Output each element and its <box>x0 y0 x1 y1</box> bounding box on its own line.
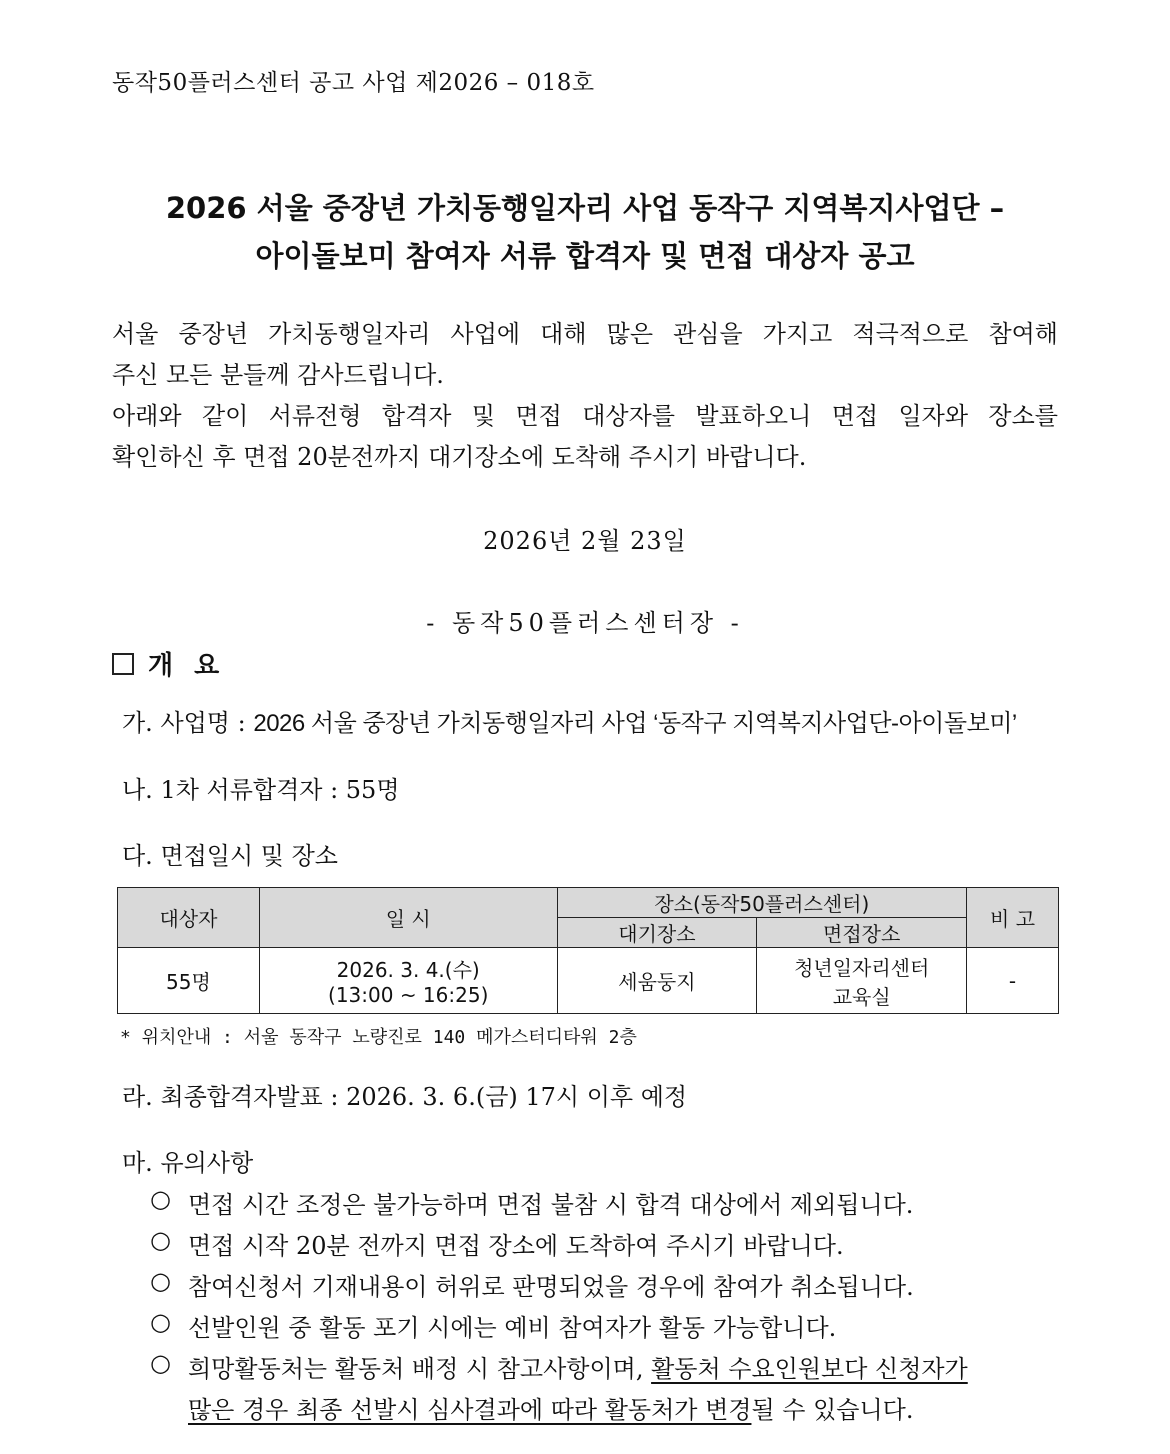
document-title-line-1: 2026 서울 중장년 가치동행일자리 사업 동작구 지역복지사업단 – <box>165 191 1005 225</box>
precaution-item-continuation <box>188 1390 913 1425</box>
document-title-line-2: 아이돌보미 참여자 서류 합격자 및 면접 대상자 공고 <box>255 239 915 273</box>
table-row <box>118 948 1059 1014</box>
cell-interview-place-line-2: 교육실 <box>832 984 891 1009</box>
circle-bullet-icon: ○ <box>150 1349 171 1377</box>
notice-number: 동작50플러스센터 공고 사업 제2026 – 018호 <box>112 70 595 96</box>
precaution-item <box>150 1349 968 1384</box>
cell-waiting-place: 세움둥지 <box>557 948 757 1014</box>
circle-bullet-icon: ○ <box>150 1185 171 1213</box>
precaution-item <box>150 1226 844 1261</box>
item-final-announcement: 라. 최종합격자발표 : 2026. 3. 6.(금) 17시 이후 예정 <box>122 1083 688 1111</box>
interview-schedule-table <box>117 887 1059 1014</box>
circle-bullet-icon: ○ <box>150 1308 171 1336</box>
item-document-passers: 나. 1차 서류합격자 : 55명 <box>122 776 400 804</box>
intro-paragraph-2-line-2: 확인하신 후 면접 20분전까지 대기장소에 도착해 주시기 바랍니다. <box>112 443 807 471</box>
precaution-text-underlined-continued: 많은 경우 최종 선발시 심사결과에 따라 활동처가 변경 <box>188 1396 752 1424</box>
header-note: 비 고 <box>967 888 1059 948</box>
overview-section-heading <box>112 645 225 682</box>
section-heading-text: 개 요 <box>148 651 226 681</box>
checkbox-icon <box>112 653 134 675</box>
precaution-text-plain-continued: 될 수 있습니다. <box>751 1396 914 1424</box>
cell-interview-place <box>757 948 967 1014</box>
item-precautions: 마. 유의사항 <box>122 1149 254 1177</box>
header-target: 대상자 <box>118 888 260 948</box>
header-venue: 장소(동작50플러스센터) <box>557 888 967 918</box>
precaution-text: 선발인원 중 활동 포기 시에는 예비 참여자가 활동 가능합니다. <box>188 1314 837 1342</box>
cell-note: - <box>967 948 1059 1014</box>
precaution-item <box>150 1308 836 1343</box>
precaution-text: 면접 시간 조정은 불가능하며 면접 불참 시 합격 대상에서 제외됩니다. <box>188 1191 914 1219</box>
notice-date: 2026년 2월 23일 <box>483 527 687 555</box>
circle-bullet-icon: ○ <box>150 1267 171 1295</box>
cell-interview-place-line-1: 청년일자리센터 <box>794 955 930 980</box>
header-waiting-place: 대기장소 <box>557 918 757 948</box>
precaution-text: 참여신청서 기재내용이 허위로 판명되었을 경우에 참여가 취소됩니다. <box>188 1273 914 1301</box>
header-datetime: 일 시 <box>259 888 557 948</box>
item-business-name-label: 가. 사업명 : <box>122 709 246 737</box>
item-business-name-value: 2026 서울 중장년 가치동행일자리 사업 ‘동작구 지역복지사업단-아이돌보미’ <box>253 710 1017 737</box>
cell-datetime <box>259 948 557 1014</box>
precaution-item <box>150 1185 913 1220</box>
precaution-text <box>188 1349 968 1384</box>
precaution-text: 면접 시작 20분 전까지 면접 장소에 도착하여 주시기 바랍니다. <box>188 1232 844 1260</box>
precaution-item <box>150 1267 914 1302</box>
header-interview-place: 면접장소 <box>757 918 967 948</box>
circle-bullet-icon: ○ <box>150 1226 171 1254</box>
cell-time: (13:00 ~ 16:25) <box>328 983 489 1007</box>
location-note: * 위치안내 : 서울 동작구 노량진로 140 메가스터디타워 2층 <box>120 1027 637 1048</box>
intro-paragraph-2-line-1: 아래와 같이 서류전형 합격자 및 면접 대상자를 발표하오니 면접 일자와 장소를 <box>112 402 1058 430</box>
intro-paragraph-1-line-2: 주신 모든 분들께 감사드립니다. <box>112 361 444 389</box>
sender-signature: - 동작50플러스센터장 - <box>426 609 744 637</box>
cell-target: 55명 <box>118 948 260 1014</box>
cell-date: 2026. 3. 4.(수) <box>336 958 480 982</box>
item-business-name <box>122 703 1017 738</box>
item-interview-schedule: 다. 면접일시 및 장소 <box>122 842 338 870</box>
intro-paragraph-1-line-1: 서울 중장년 가치동행일자리 사업에 대해 많은 관심을 가지고 적극적으로 참여해 <box>112 320 1058 348</box>
precaution-text-plain: 희망활동처는 활동처 배정 시 참고사항이며, <box>188 1355 652 1383</box>
precaution-text-underlined: 활동처 수요인원보다 신청자가 <box>651 1355 968 1383</box>
